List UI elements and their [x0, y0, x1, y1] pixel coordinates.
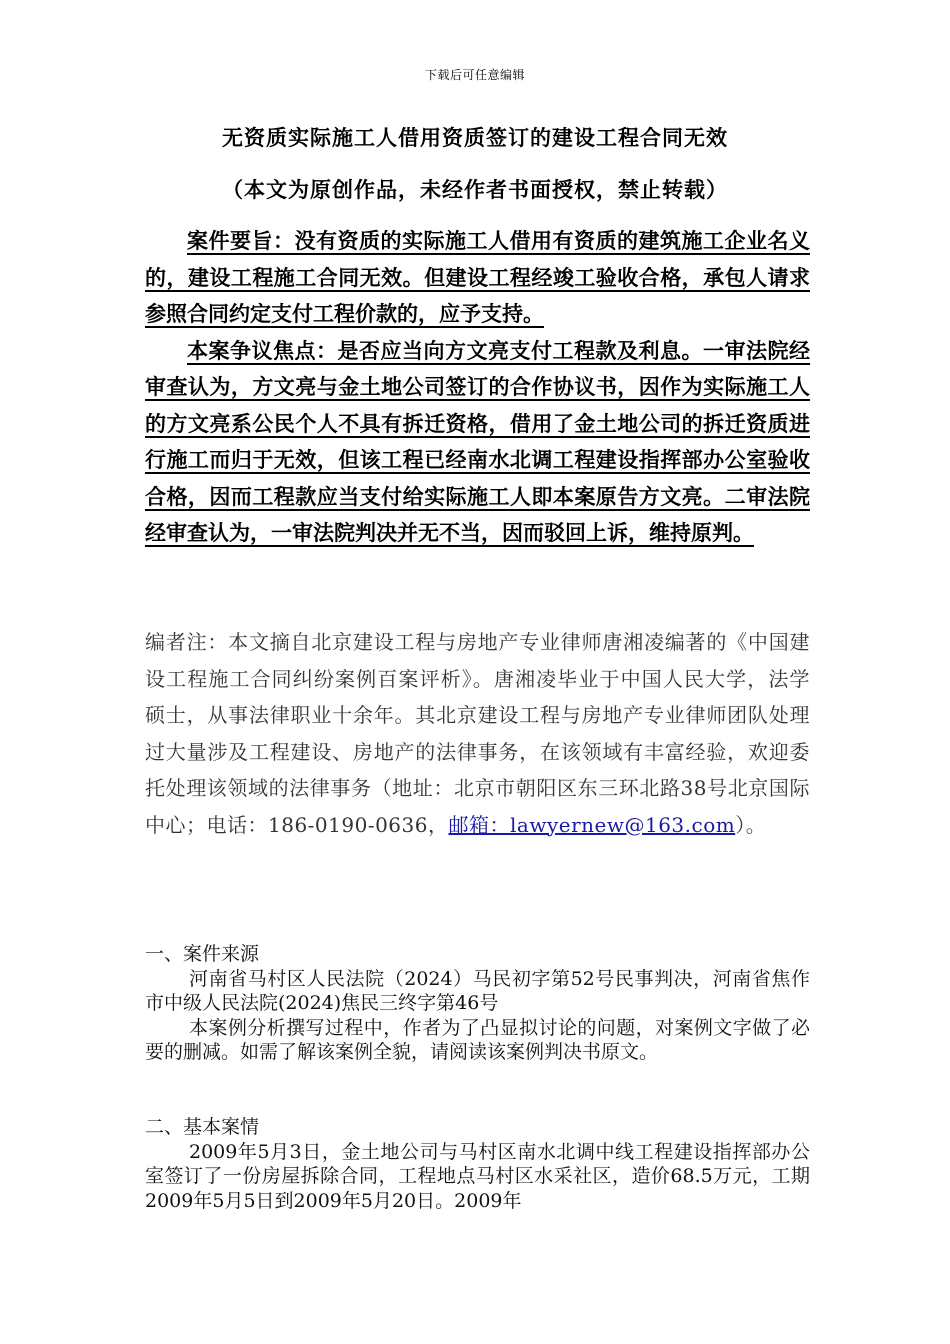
- document-subtitle: （本文为原创作品，未经作者书面授权，禁止转载）: [222, 177, 728, 202]
- section-paragraph: 2009年5月3日，金土地公司与马村区南水北调中线工程建设指挥部办公室签订了一份房屋拆除合同，工程地点马村区水采社区，造价68.5万元，工期2009年5月5日到2009年5月20日。2009年: [145, 1140, 810, 1212]
- section-paragraph: 本案例分析撰写过程中，作者为了凸显拟讨论的问题，对案例文字做了必要的删减。如需了解该案例全貌，请阅读该案例判决书原文。: [145, 1016, 810, 1063]
- document-title: 无资质实际施工人借用资质签订的建设工程合同无效: [222, 125, 728, 150]
- header-note: 下载后可任意编辑: [424, 68, 525, 82]
- section-paragraph: 河南省马村区人民法院（2024）马民初字第52号民事判决，河南省焦作市中级人民法院(2024)焦民三终字第46号: [145, 967, 810, 1014]
- case-focus: 本案争议焦点：是否应当向方文亮支付工程款及利息。一审法院经审查认为，方文亮与金土地公司签订的合作协议书，因作为实际施工人的方文亮系公民个人不具有拆迁资格，借用了金土地公司的拆迁资质进行施工而归于无效，但该工程已经南水北调工程建设指挥部办公室验收合格，因而工程款应当支付给实际施工人即本案原告方文亮。二审法院经审查认为，一审法院判决并无不当，因而驳回上诉，维持原判。: [145, 337, 810, 545]
- email-link[interactable]: 邮箱：lawyernew@163.com: [448, 812, 736, 837]
- editor-note-tail: ）。: [735, 812, 767, 837]
- editor-note: [145, 624, 810, 843]
- editor-note-paragraph: [145, 624, 810, 843]
- case-summary: [145, 223, 810, 552]
- editor-note-text: 编者注：本文摘自北京建设工程与房地产专业律师唐湘凌编著的《中国建设工程施工合同纠纷案例百案评析》。唐湘凌毕业于中国人民大学，法学硕士，从事法律职业十余年。其北京建设工程与房地产专业律师团队处理过大量涉及工程建设、房地产的法律事务，在该领域有丰富经验，欢迎委托处理该领域的法律事务（地址：北京市朝阳区东三环北路38号北京国际中心；电话：186-0190-0636，: [145, 630, 810, 837]
- section-heading: 二、基本案情: [145, 1116, 260, 1138]
- section-basic-facts: [145, 1115, 810, 1213]
- case-gist: 案件要旨：没有资质的实际施工人借用有资质的建筑施工企业名义的，建设工程施工合同无效。但建设工程经竣工验收合格，承包人请求参照合同约定支付工程价款的，应予支持。: [145, 228, 810, 326]
- section-heading: 一、案件来源: [145, 943, 260, 965]
- section-case-source: [145, 942, 810, 1065]
